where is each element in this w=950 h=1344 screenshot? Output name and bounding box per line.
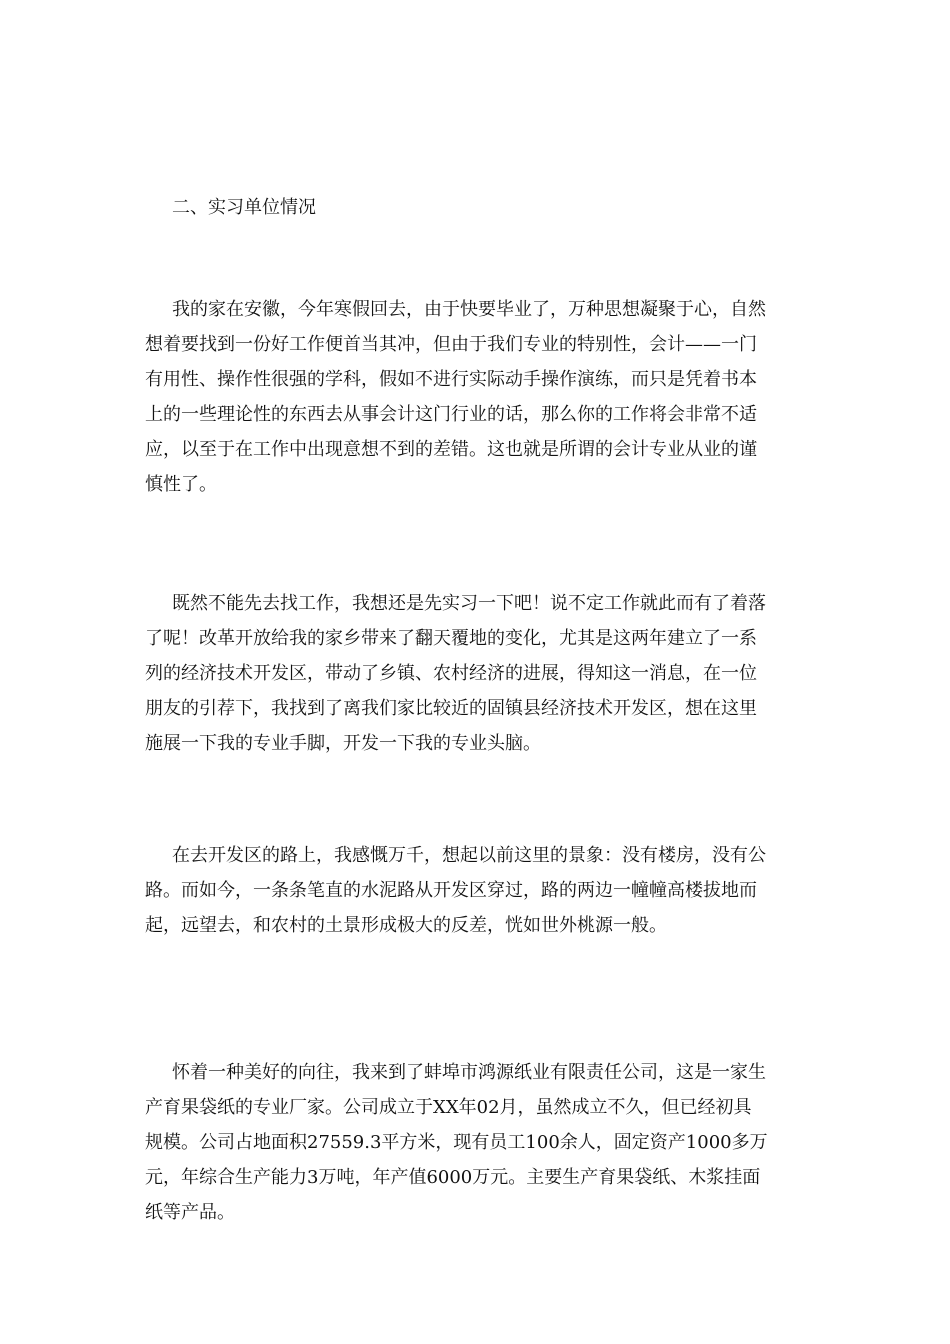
paragraph-line: 慎性了。 <box>145 474 217 495</box>
paragraph-line: 规模。公司占地面积27559.3平方米，现有员工100余人，固定资产1000多万 <box>145 1132 768 1153</box>
paragraph-line: 既然不能先去找工作，我想还是先实习一下吧！说不定工作就此而有了着落 <box>172 593 766 614</box>
section-heading: 二、实习单位情况 <box>172 197 316 218</box>
paragraph-line: 应，以至于在工作中出现意想不到的差错。这也就是所谓的会计专业从业的谨 <box>145 439 757 460</box>
paragraph-line: 路。而如今，一条条笔直的水泥路从开发区穿过，路的两边一幢幢高楼拔地而 <box>145 880 757 901</box>
paragraph-line: 产育果袋纸的专业厂家。公司成立于XX年02月，虽然成立不久，但已经初具 <box>145 1097 752 1118</box>
paragraph-line: 纸等产品。 <box>145 1202 235 1223</box>
paragraph-line: 列的经济技术开发区，带动了乡镇、农村经济的进展，得知这一消息，在一位 <box>145 663 757 684</box>
paragraph-line: 有用性、操作性很强的学科，假如不进行实际动手操作演练，而只是凭着书本 <box>145 369 757 390</box>
paragraph-line: 了呢！改革开放给我的家乡带来了翻天覆地的变化，尤其是这两年建立了一系 <box>145 628 757 649</box>
paragraph-line: 元，年综合生产能力3万吨，年产值6000万元。主要生产育果袋纸、木浆挂面 <box>145 1167 761 1188</box>
paragraph-4 <box>145 1055 825 1230</box>
paragraph-line: 在去开发区的路上，我感慨万千，想起以前这里的景象：没有楼房，没有公 <box>172 845 766 866</box>
paragraph-line: 我的家在安徽，今年寒假回去，由于快要毕业了，万种思想凝聚于心，自然 <box>172 299 766 320</box>
paragraph-line: 施展一下我的专业手脚，开发一下我的专业头脑。 <box>145 733 541 754</box>
paragraph-2 <box>145 586 825 761</box>
paragraph-1 <box>145 292 825 502</box>
paragraph-line: 起，远望去，和农村的土景形成极大的反差，恍如世外桃源一般。 <box>145 915 667 936</box>
paragraph-line: 想着要找到一份好工作便首当其冲，但由于我们专业的特别性，会计——一门 <box>145 334 757 355</box>
paragraph-3 <box>145 838 825 943</box>
paragraph-line: 上的一些理论性的东西去从事会计这门行业的话，那么你的工作将会非常不适 <box>145 404 757 425</box>
paragraph-line: 怀着一种美好的向往，我来到了蚌埠市鸿源纸业有限责任公司，这是一家生 <box>172 1062 766 1083</box>
paragraph-line: 朋友的引荐下，我找到了离我们家比较近的固镇县经济技术开发区，想在这里 <box>145 698 757 719</box>
